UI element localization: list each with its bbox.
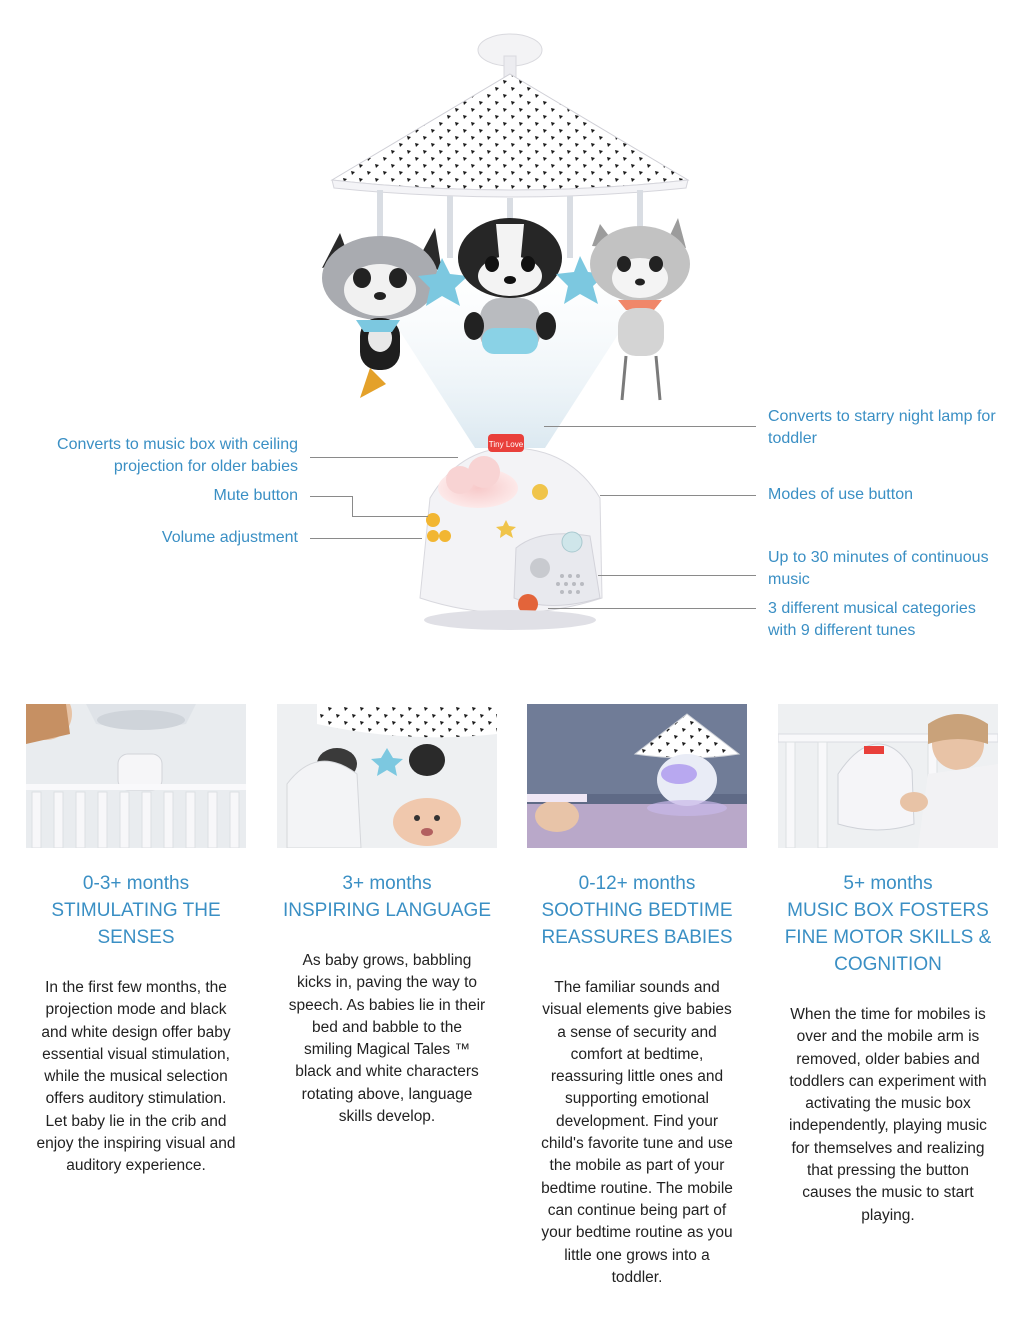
stage-heading: SOOTHING BEDTIME REASSURES BABIES [541, 900, 733, 948]
callout-musical-categories: 3 different musical categories with 9 different tunes [768, 600, 976, 639]
modes-button[interactable] [562, 532, 582, 552]
stage-description: When the time for mobiles is over and the mobile arm is removed, older babies and toddlers can experiment with activating the music box independently, playing music for themselves and realizing that pressing the button causes the music to start playing. [789, 1006, 987, 1224]
stage-heading: STIMULATING THE SENSES [51, 900, 221, 948]
callout-volume-adjustment: Volume adjustment [161, 529, 298, 546]
product-illustration [300, 28, 720, 648]
stage-card [277, 704, 497, 1128]
stage-age: 0-12+ months [578, 873, 696, 894]
stage-heading: MUSIC BOX FOSTERS FINE MOTOR SKILLS & COGNITION [784, 900, 992, 975]
callout-mute-button: Mute button [213, 487, 298, 504]
callout-music-box-projection: Converts to music box with ceiling projection for older babies [57, 436, 298, 475]
timer-button[interactable] [530, 558, 550, 578]
moon-icon [532, 484, 548, 500]
stage-age: 3+ months [342, 873, 432, 894]
stage-photo-toddler [778, 704, 998, 848]
stage-photo-crib [26, 704, 246, 848]
stage-heading: INSPIRING LANGUAGE [283, 900, 491, 921]
stage-description: The familiar sounds and visual elements give babies a sense of security and comfort at bedtime, reassuring little ones and supporting emotional development. Find your child's favorite tune and use the mobile as part of your bedtime routine. The mobile can continue being part of your bedtime routine as you little one grows into a toddler. [541, 979, 733, 1286]
canopy [332, 74, 688, 190]
stage-age: 0-3+ months [82, 873, 190, 894]
stage-photo-baby [277, 704, 497, 848]
callout-continuous-music: Up to 30 minutes of continuous music [768, 549, 989, 588]
badger-toy [458, 218, 562, 354]
music-box [420, 434, 602, 630]
stage-photo-nightlamp [527, 704, 747, 848]
brand-label: Tiny Love [488, 440, 524, 449]
stage-description: In the first few months, the projection mode and black and white design offer baby essential visual stimulation, while the musical selection offers auditory stimulation. Let baby lie in the crib and enjoy the inspiring visual and auditory experience. [36, 979, 236, 1175]
stage-card [778, 704, 998, 1227]
stage-age: 5+ months [843, 873, 933, 894]
stage-card [527, 704, 747, 1289]
callout-modes-button: Modes of use button [768, 486, 913, 503]
ceiling-hook [478, 34, 542, 80]
stage-card [26, 704, 246, 1178]
stage-description: As baby grows, babbling kicks in, paving the way to speech. As babies lie in their bed and babble to the smiling Magical Tales ™ black and white characters rotating above, language skills develop. [288, 952, 486, 1126]
callout-starry-night-lamp: Converts to starry night lamp for toddler [768, 408, 996, 447]
